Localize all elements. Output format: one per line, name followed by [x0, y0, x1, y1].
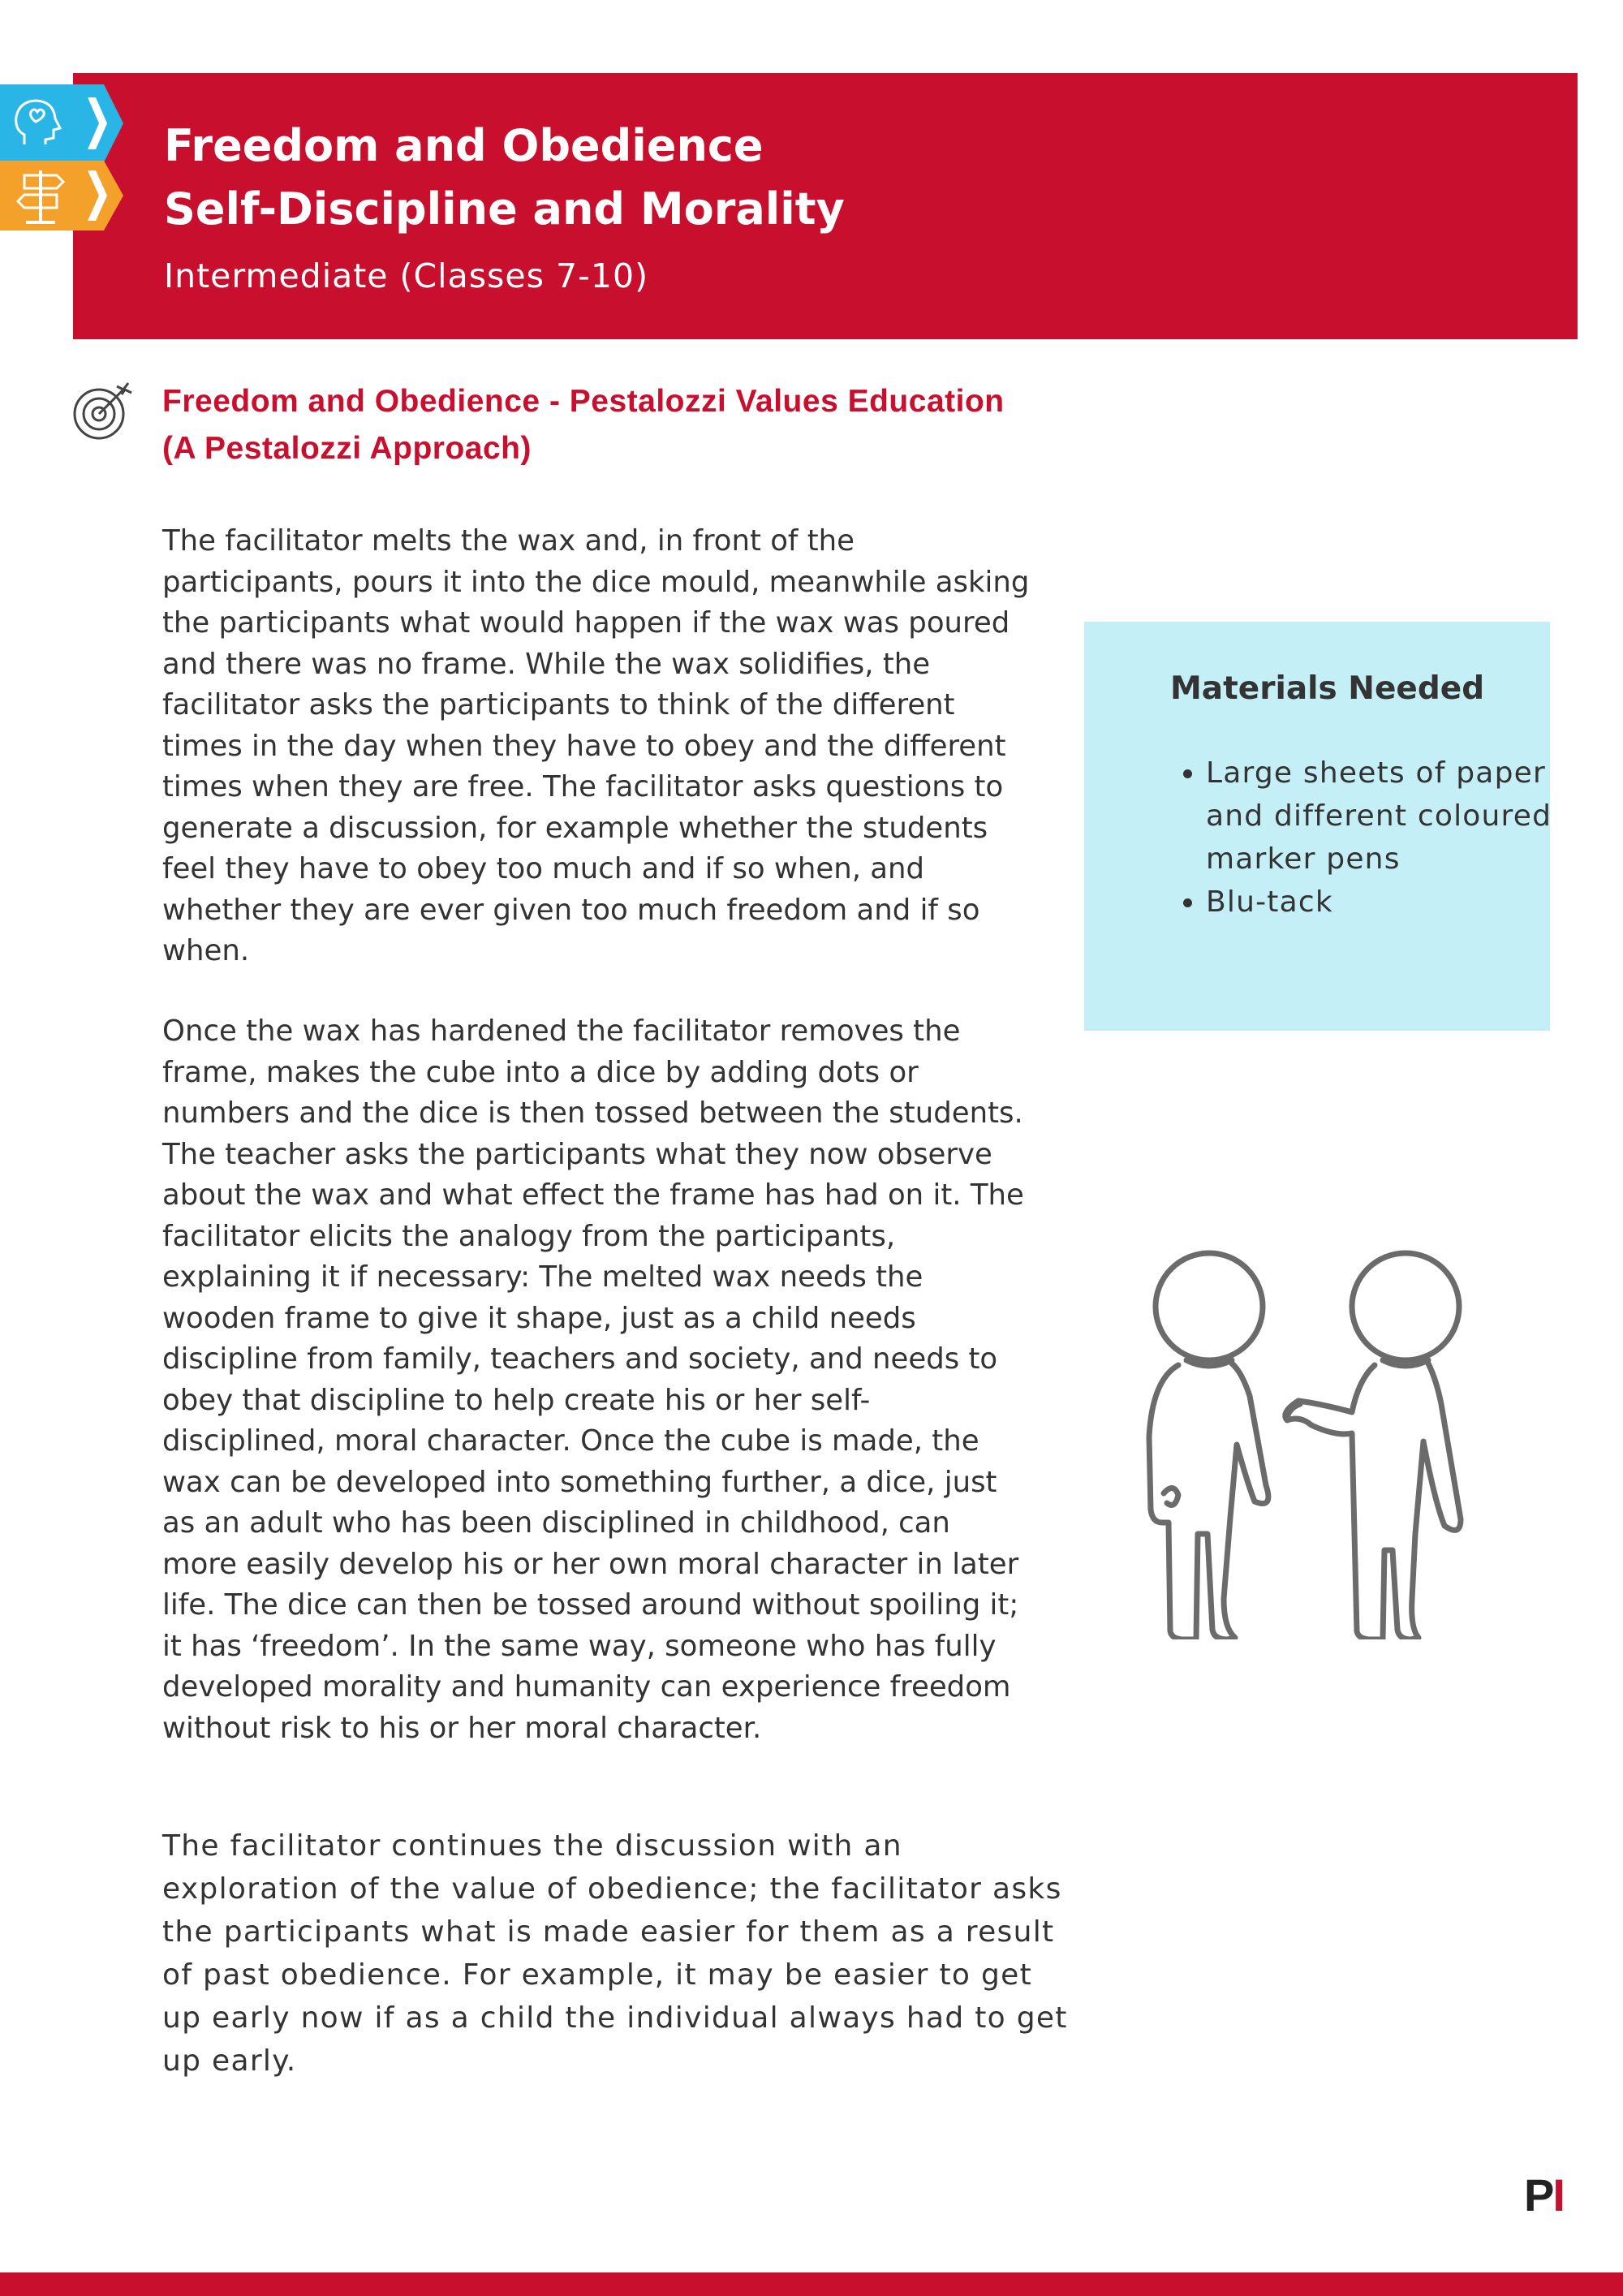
- materials-item: • Blu-tack: [1206, 881, 1563, 924]
- body-paragraph-3: The facilitator continues the discussion with an exploration of the value of obedience; the facilitator asks the participants what is made easier for them as a result of past obedience. For example, it may be easier to get up early now if as a child the individual always had to get up early.: [162, 1829, 1068, 2078]
- target-arrow-icon: [71, 380, 133, 442]
- page-subtitle: Intermediate (Classes 7-10): [164, 256, 649, 295]
- logo: [1524, 2169, 1564, 2221]
- materials-list: [1170, 752, 1563, 924]
- body-paragraph-2: Once the wax has hardened the facilitator removes the frame, makes the cube into a dice by adding dots or numbers and the dice is then tossed between the students. The teacher asks the participants what they now observe about the wax and what effect the frame has had on it. The facilitator elicits the analogy from the participants, explaining it if necessary: The melted wax needs the wooden frame to give it shape, just as a child needs discipline from family, teachers and society, and needs to obey that discipline to help create his or her self-disciplined, moral character. Once the cube is made, the wax can be developed into something further, a dice, just as an adult who has been disciplined in childhood, can more easily develop his or her own moral character in later life. The dice can then be tossed around without spoiling it; it has ‘freedom’. In the same way, someone who has fully developed morality and humanity can experience freedom without risk to his or her moral character.: [162, 1014, 1024, 1745]
- logo-letter-p: P: [1524, 2169, 1553, 2221]
- header-banner: [73, 73, 1578, 339]
- logo-letter-i: I: [1552, 2169, 1564, 2221]
- materials-item: • Large sheets of paper and different coloured marker pens: [1206, 752, 1563, 881]
- section-title-line1: Freedom and Obedience - Pestalozzi Values Education: [162, 384, 1005, 419]
- section-title-line2: (A Pestalozzi Approach): [162, 431, 532, 466]
- section-title: [162, 378, 1096, 472]
- two-figures-illustration: [1128, 1242, 1509, 1639]
- page-title-line1: Freedom and Obedience: [164, 120, 764, 171]
- signpost-icon: [0, 161, 123, 230]
- head-heart-icon: [0, 84, 123, 162]
- materials-box: [1084, 622, 1550, 1031]
- page-title-line2: Self-Discipline and Morality: [164, 183, 845, 235]
- materials-title: Materials Needed: [1170, 670, 1485, 707]
- footer-bar: [0, 2272, 1623, 2296]
- body-paragraph-1: The facilitator melts the wax and, in front of the participants, pours it into the dice mould, meanwhile asking the participants what would happen if the wax was poured and there was no frame. While the wax solidifies, the facilitator asks the participants to think of the different times in the day when they have to obey and the different times when they are free. The facilitator asks questions to generate a discussion, for example whether the students feel they have to obey too much and if so when, and whether they are ever given too much freedom and if so when.: [162, 524, 1030, 967]
